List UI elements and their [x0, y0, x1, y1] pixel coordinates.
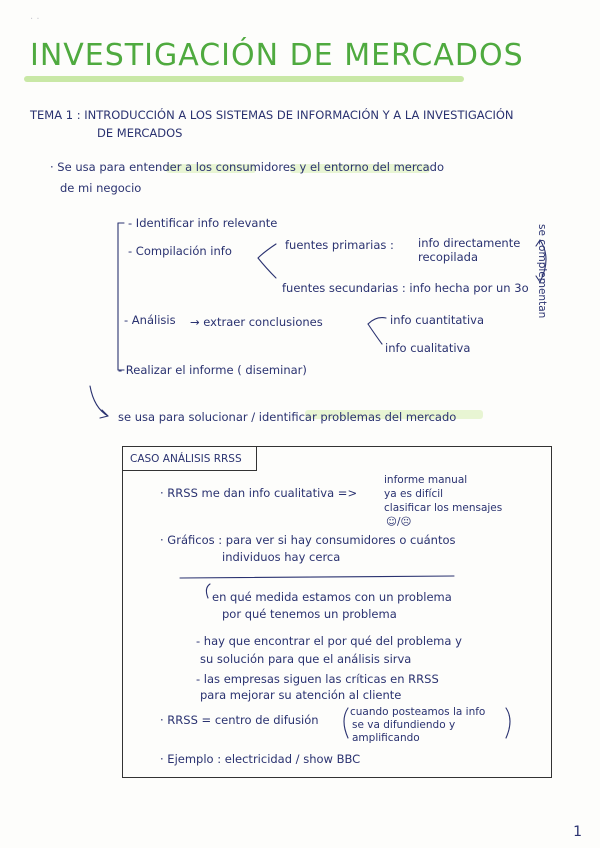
- cuando-line-2: se va difundiendo y: [352, 719, 456, 731]
- cuando-line-1: cuando posteamos la info: [350, 706, 486, 718]
- page-number: 1: [573, 824, 582, 840]
- step-informe: - Realizar el informe ( diseminar): [118, 363, 307, 377]
- centro-difusion: · RRSS = centro de difusión: [160, 713, 319, 727]
- step-analisis: - Análisis: [124, 313, 176, 327]
- info-cualitativa: info cualitativa: [385, 341, 471, 355]
- empresas-line-2: para mejorar su atención al cliente: [200, 688, 402, 702]
- info-cuantitativa: info cuantitativa: [390, 313, 484, 327]
- primarias-desc-2: recopilada: [418, 250, 478, 264]
- uso-line: se usa para solucionar / identificar problemas del mercado: [118, 410, 457, 424]
- empresas-line-1: - las empresas siguen las críticas en RRSS: [196, 672, 439, 686]
- se-complementan: se complementan: [536, 224, 548, 319]
- tema-line-1: TEMA 1 : INTRODUCCIÓN A LOS SISTEMAS DE INFORMACIÓN Y A LA INVESTIGACIÓN: [30, 108, 514, 122]
- rrss-info: · RRSS me dan info cualitativa =>: [160, 486, 358, 500]
- ejemplo-line: · Ejemplo : electricidad / show BBC: [160, 752, 361, 766]
- porque-line-2: su solución para que el análisis sirva: [200, 652, 412, 666]
- bleed-mark: · ·: [30, 14, 40, 25]
- informe-manual: informe manual: [384, 474, 468, 486]
- extraer-conclusiones: → extraer conclusiones: [190, 315, 323, 329]
- cuando-line-3: amplificando: [352, 732, 420, 744]
- intro-line-2: de mi negocio: [60, 181, 142, 195]
- step-identificar: - Identificar info relevante: [128, 216, 278, 230]
- intro-line-1: · Se usa para entender a los consumidores y el entorno del mercado: [50, 160, 445, 174]
- medida-line-1: en qué medida estamos con un problema: [212, 590, 452, 604]
- graficos-line-1: · Gráficos : para ver si hay consumidores o cuántos: [160, 533, 456, 547]
- step-compilacion: - Compilación info: [128, 244, 232, 258]
- tema-line-2: DE MERCADOS: [97, 126, 183, 140]
- fuentes-secundarias: fuentes secundarias : info hecha por un 3o: [282, 281, 529, 295]
- ya-es-dificil: ya es difícil: [384, 488, 444, 500]
- graficos-line-2: individuos hay cerca: [222, 550, 341, 564]
- case-header-label: CASO ANÁLISIS RRSS: [130, 453, 242, 465]
- fuentes-primarias: fuentes primarias :: [285, 238, 394, 252]
- porque-line-1: - hay que encontrar el por qué del problema y: [196, 634, 462, 648]
- primarias-desc-1: info directamente: [418, 236, 521, 250]
- medida-line-2: por qué tenemos un problema: [222, 607, 397, 621]
- page-title: INVESTIGACIÓN DE MERCADOS: [30, 38, 524, 73]
- clasificar-mensajes: clasificar los mensajes: [384, 502, 503, 514]
- faces: ☺/☹: [386, 516, 412, 528]
